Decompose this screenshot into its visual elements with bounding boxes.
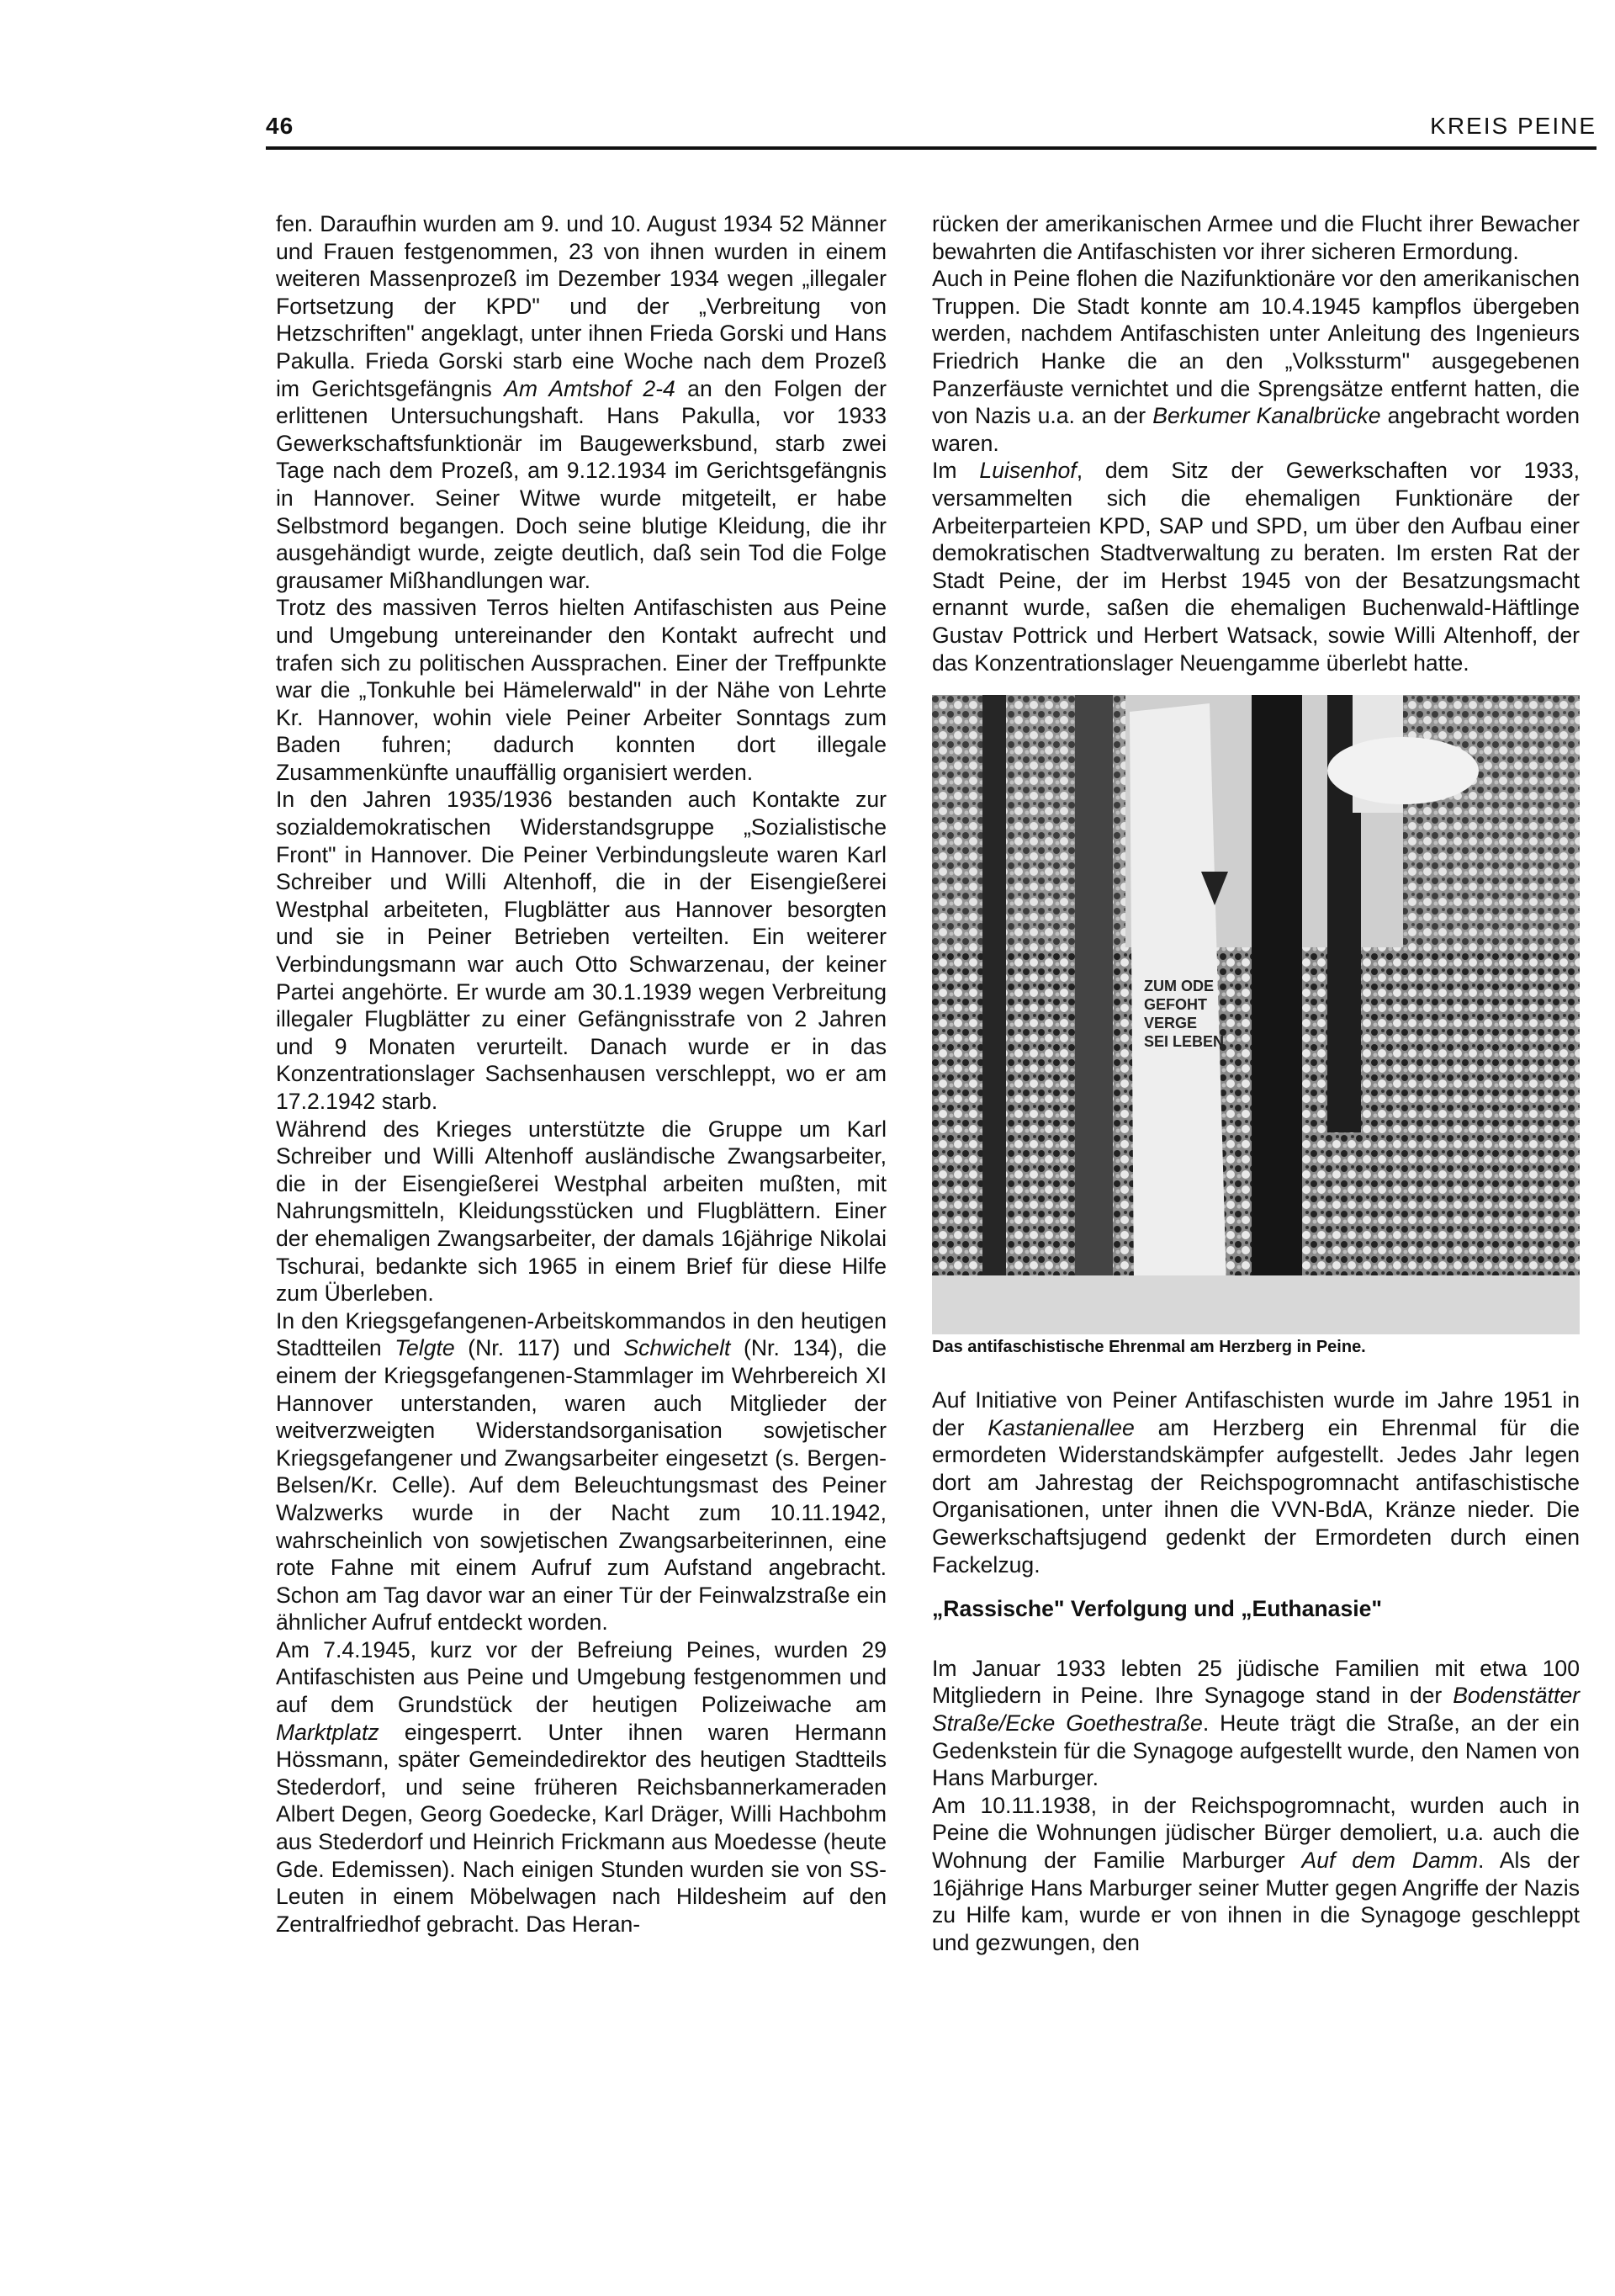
place-name: Luisenhof bbox=[979, 458, 1077, 484]
paragraph bbox=[276, 786, 887, 1115]
text-run: Auf Initiative von Peiner Antifaschisten wurde im Jahre 1951 in der bbox=[932, 1387, 1580, 1440]
place-name: Am Amtshof 2-4 bbox=[504, 375, 675, 401]
text-run: In den Kriegsgefangenen-Arbeitskommandos in den heutigen Stadtteilen bbox=[276, 1307, 887, 1361]
paragraph bbox=[932, 265, 1580, 457]
text-run: Im bbox=[932, 458, 980, 484]
inscription-line: SEI LEBEN bbox=[1144, 1033, 1225, 1051]
paragraph bbox=[932, 1792, 1580, 1957]
inscription-line: VERGE bbox=[1144, 1015, 1198, 1032]
text-run: Während des Krieges unterstützte die Gruppe um Karl Schreiber und Willi Altenhoff ausländische Zwangsarbeiter, die in der Eisengießerei Westphal arbeiten mußten, mit Nahrungsmitteln, Kleidungsstücken und Flugblättern. Einer der ehemaligen Zwangsarbeiter, der damals 16jährige Nikolai Tschurai, bedankte sich 1965 in einem Brief für diese Hilfe zum Überleben. bbox=[276, 1116, 887, 1307]
place-name: Auf dem Damm bbox=[1301, 1848, 1479, 1873]
paragraph bbox=[932, 457, 1580, 676]
paragraph bbox=[932, 1655, 1580, 1792]
place-name: Berkumer Kanalbrücke bbox=[1152, 403, 1381, 429]
right-column bbox=[932, 210, 1580, 1956]
text-run: eingesperrt. Unter ihnen waren Hermann Hössmann, später Gemeindedirektor des heutigen Stadtteils Stederdorf, und seine früheren Reichsbannerkameraden Albert Degen, Georg Goedecke, Karl Dräger, Willi Hachbohm aus Stederdorf und Heinrich Frickmann aus Moedesse (heute Gde. Edemissen). Nach einigen Stunden wurden sie von SS-Leuten in einem Möbelwagen nach Hildesheim auf den Zentralfriedhof gebracht. Das Heran- bbox=[276, 1719, 887, 1937]
place-name: Schwichelt bbox=[623, 1335, 731, 1361]
text-run: . Heute trägt die Straße, an der ein Gedenkstein für die Synagoge aufgestellt wurde, den Namen von Hans Marburger. bbox=[932, 1710, 1580, 1791]
place-name: Marktplatz bbox=[276, 1719, 379, 1745]
text-run: Auch in Peine flohen die Nazifunktionäre vor den amerikanischen Truppen. Die Stadt konnte am 10.4.1945 kampflos übergeben werden, nachdem Antifaschisten unter Anleitung des Ingenieurs Friedrich Hanke die an den „Volkssturm" ausgegebenen Panzerfäuste vernichtet und die Sprengsätze entfernt hatten, die von Nazis u.a. an der bbox=[932, 266, 1580, 429]
photo-caption: Das antifaschistische Ehrenmal am Herzberg in Peine. bbox=[932, 1338, 1366, 1357]
place-name: Kastanienallee bbox=[988, 1414, 1135, 1440]
text-run: In den Jahren 1935/1936 bestanden auch Kontakte zur sozialdemokratischen Widerstandsgruppe „Sozialistische Front" in Hannover. Die Peiner Verbindungsleute waren Karl Schreiber und Willi Altenhoff, die in der Eisengießerei Westphal arbeiteten, Flugblätter aus Hannover besorgten und sie in Peiner Betrieben verteilten. Ein weiterer Verbindungsmann war auch Otto Schwarzenau, der keiner Partei angehörte. Er wurde am 30.1.1939 wegen Verbreitung illegaler Flugblätter zu einer Gefängnisstrafe von 2 Jahren und 9 Monaten verurteilt. Danach wurde er in das Konzentrationslager Sachsenhausen verschleppt, wo er am 17.2.1942 starb. bbox=[276, 787, 887, 1114]
text-run: Im Januar 1933 lebten 25 jüdische Familien mit etwa 100 Mitgliedern in Peine. Ihre Synagoge stand in der bbox=[932, 1655, 1580, 1709]
text-run: , dem Sitz der Gewerkschaften vor 1933, versammelten sich die ehemaligen Funktionäre der Arbeiterparteien KPD, SAP und SPD, um über den Aufbau einer demokratischen Stadtverwaltung zu beraten. Im ersten Rat der Stadt Peine, der im Herbst 1945 von der Besatzungsmacht ernannt wurde, saßen die ehemaligen Buchenwald-Häftlinge Gustav Pottrick und Herbert Watsack, sowie Willi Altenhoff, der das Konzentrationslager Neuengamme überlebt hatte. bbox=[932, 458, 1580, 676]
paragraph bbox=[932, 210, 1580, 265]
page-number: 46 bbox=[266, 113, 294, 139]
text-run: (Nr. 134), die einem der Kriegsgefangenen-Stammlager im Wehrbereich XI Hannover unterstanden, waren auch Mitglieder der weitverzweigten Widerstandsorganisation sowjetischer Kriegsgefangener und Zwangsarbeiter eingesetzt (s. Bergen-Belsen/Kr. Celle). Auf dem Beleuchtungsmast des Peiner Walzwerks wurde in der Nacht zum 10.11.1942, wahrscheinlich von sowjetischen Zwangsarbeiterinnen, eine rote Fahne mit einem Aufruf zum Aufstand angebracht. Schon am Tag davor war an einer Tür der Feinwalzstraße ein ähnlicher Aufruf entdeckt worden. bbox=[276, 1335, 887, 1636]
text-run: Am 10.11.1938, in der Reichspogromnacht, wurden auch in Peine die Wohnungen jüdischer Bürger demoliert, u.a. auch die Wohnung der Familie Marburger bbox=[932, 1792, 1580, 1873]
paragraph bbox=[276, 594, 887, 786]
right-middle-text bbox=[932, 1387, 1580, 1578]
inscription-line: ZUM ODE bbox=[1144, 978, 1214, 995]
paragraph bbox=[276, 210, 887, 594]
inscription-line: GEFOHT bbox=[1144, 996, 1207, 1014]
paragraph bbox=[276, 1307, 887, 1636]
left-column bbox=[276, 210, 887, 1938]
text-run: Trotz des massiven Terros hielten Antifaschisten aus Peine und Umgebung untereinander den Kontakt aufrecht und trafen sich zu politischen Aussprachen. Einer der Treffpunkte war die „Tonkuhle bei Hämelerwald" in der Nähe von Lehrte Kr. Hannover, wohin viele Peiner Arbeiter Sonntags zum Baden fuhren; dadurch konnten dort illegale Zusammenkünfte unauffällig organisiert werden. bbox=[276, 595, 887, 785]
text-run: Am 7.4.1945, kurz vor der Befreiung Peines, wurden 29 Antifaschisten aus Peine und Umgebung festgenommen und auf dem Grundstück der heutigen Polizeiwache am bbox=[276, 1636, 887, 1718]
memorial-photo bbox=[932, 695, 1580, 1334]
section-heading: „Rassische" Verfolgung und „Euthanasie" bbox=[932, 1596, 1383, 1622]
place-name: Bodenstätter Straße/Ecke Goethestraße bbox=[932, 1683, 1580, 1737]
right-bottom-text bbox=[932, 1655, 1580, 1957]
running-title: KREIS PEINE bbox=[1430, 113, 1596, 139]
text-run: rücken der amerikanischen Armee und die Flucht ihrer Bewacher bewahrten die Antifaschisten vor ihrer sicheren Ermordung. bbox=[932, 211, 1580, 264]
text-run: (Nr. 117) und bbox=[454, 1335, 624, 1361]
paragraph bbox=[276, 1116, 887, 1307]
text-run: . Als der 16jährige Hans Marburger seiner Mutter gegen Angriffe der Nazis zu Hilfe kam, wurde er von ihnen in die Synagoge geschleppt und gezwungen, den bbox=[932, 1848, 1580, 1955]
text-run: fen. Daraufhin wurden am 9. und 10. August 1934 52 Männer und Frauen festgenommen, 23 von ihnen wurden in einem weiteren Massenprozeß im Dezember 1934 wegen „illegaler Fortsetzung der KPD" und der „Verbreitung von Hetzschriften" angeklagt, unter ihnen Frieda Gorski und Hans Pakulla. Frieda Gorski starb eine Woche nach dem Prozeß im Gerichtsgefängnis bbox=[276, 211, 887, 401]
text-run: an den Folgen der erlittenen Untersuchungshaft. Hans Pakulla, vor 1933 Gewerkschaftsfunktionär im Baugewerksbund, starb zwei Tage nach dem Prozeß, am 9.12.1934 im Gerichtsgefängnis in Hannover. Seiner Witwe wurde mitgeteilt, er habe Selbstmord begangen. Doch seine blutige Kleidung, die ihr ausgehändigt wurde, zeigte deutlich, daß sein Tod die Folge grausamer Mißhandlungen war. bbox=[276, 375, 887, 593]
page-header bbox=[266, 113, 1596, 150]
paragraph bbox=[276, 1636, 887, 1938]
right-top-text bbox=[932, 210, 1580, 676]
text-run: angebracht worden waren. bbox=[932, 403, 1581, 456]
text-run: am Herzberg ein Ehrenmal für die ermordeten Widerstandskämpfer aufgestellt. Jedes Jahr legen dort am Jahrestag der Reichspogromnacht antifaschistische Organisationen, unter ihnen die VVN-BdA, Kränze nieder. Die Gewerkschaftsjugend gedenkt der Ermordeten durch einen Fackelzug. bbox=[932, 1414, 1581, 1578]
paragraph bbox=[932, 1387, 1580, 1578]
place-name: Telgte bbox=[394, 1335, 455, 1361]
